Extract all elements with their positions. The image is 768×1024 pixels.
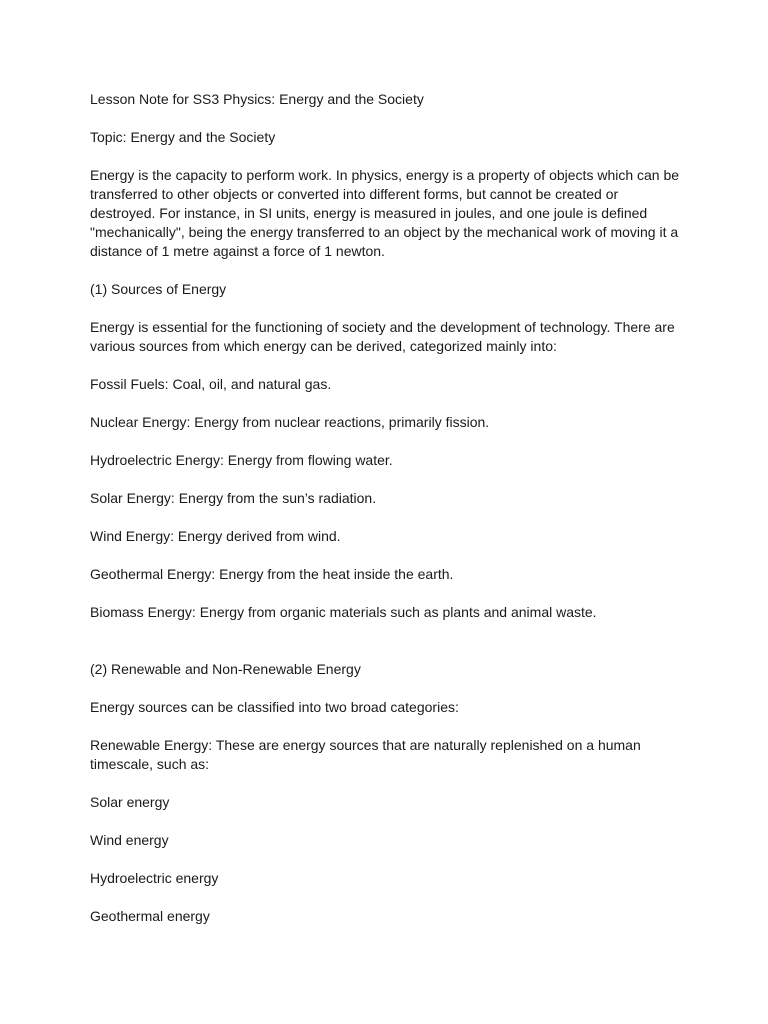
list-item: Biomass Energy: Energy from organic materials such as plants and animal waste. [90,604,597,620]
list-item: Solar energy [90,794,170,810]
list-item: Wind energy [90,832,169,848]
renewable-definition: Renewable Energy: These are energy sources that are naturally replenished on a human timescale, such as: [90,737,641,772]
sources-intro-paragraph: Energy is essential for the functioning of society and the development of technology. There are various sources from which energy can be derived, categorized mainly into: [90,319,675,354]
document-title: Lesson Note for SS3 Physics: Energy and the Society [90,91,424,107]
section-heading-sources: (1) Sources of Energy [90,281,227,297]
topic-line: Topic: Energy and the Society [90,129,276,145]
document-body [90,90,680,926]
list-item: Wind Energy: Energy derived from wind. [90,528,341,544]
list-item: Hydroelectric Energy: Energy from flowing water. [90,452,393,468]
list-item: Hydroelectric energy [90,870,219,886]
list-item: Fossil Fuels: Coal, oil, and natural gas. [90,376,332,392]
list-item: Geothermal energy [90,908,210,924]
list-item: Solar Energy: Energy from the sun’s radiation. [90,490,377,506]
list-item: Nuclear Energy: Energy from nuclear reactions, primarily fission. [90,414,490,430]
renewable-intro-paragraph: Energy sources can be classified into two broad categories: [90,699,459,715]
list-item: Geothermal Energy: Energy from the heat inside the earth. [90,566,454,582]
intro-paragraph: Energy is the capacity to perform work. In physics, energy is a property of objects which can be transferred to other objects or converted into different forms, but cannot be created or destroyed. For instance, in SI units, energy is measured in joules, and one joule is defined "mechanically", being the energy transferred to an object by the mechanical work of moving it a distance of 1 metre against a force of 1 newton. [90,167,680,259]
section-heading-renewable: (2) Renewable and Non-Renewable Energy [90,661,361,677]
